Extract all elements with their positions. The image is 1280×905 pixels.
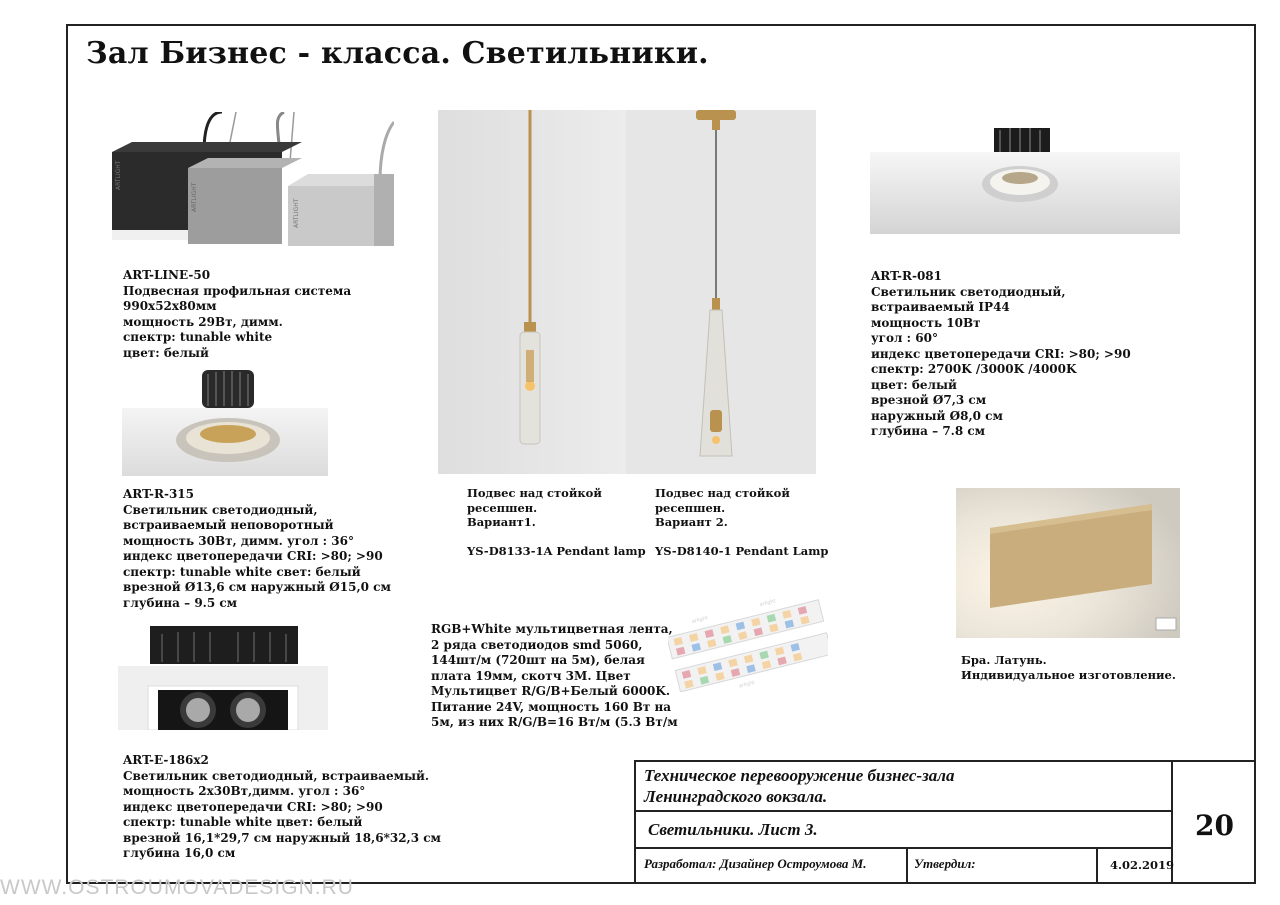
art-e-186x2-description: ART-E-186x2 Светильник светодиодный, встраиваемый. мощность 2x30Вт,димм. угол : 36° индекс цветопередачи CRI: >80; >90 спектр: tunable white цвет: белый врезной 16,1*29,7 см наружный 18,6*32,3 см глубина 16,0 см	[123, 753, 441, 860]
page-title: Зал Бизнес - класса. Светильники.	[86, 36, 709, 71]
pendant-variant-1-caption: Подвес над стойкой ресепшен. Вариант1. YS-D8133-1A Pendant lamp	[467, 486, 646, 558]
approved-field: Утвердил:	[914, 856, 976, 871]
website-watermark: WWW.OSTROUMOVADESIGN.RU	[0, 876, 354, 899]
arlight-brand-mark-2: arlight	[759, 598, 777, 608]
led-strip-photo	[668, 588, 828, 692]
art-r-081-photo	[870, 124, 1180, 234]
rgb-strip-description: RGB+White мультицветная лента, 2 ряда светодиодов smd 5060, 144шт/м (720шт на 5м), белая плата 19мм, скотч 3M. Цвет Мультицвет R/G/B+Белый 6000K. Питание 24V, мощность 160 Вт на 5м, из них R/G/B=16 Вт/м (5.3 Вт/м	[431, 622, 678, 729]
developer-field: Разработал: Дизайнер Остроумова М.	[644, 856, 867, 871]
wall-sconce-photo	[956, 488, 1180, 638]
date-field: 4.02.2019	[1110, 858, 1175, 872]
artlight-brand-mark-1: ARTLIGHT	[115, 160, 122, 190]
sheet-number: 20	[1195, 809, 1234, 842]
art-r-081-description: ART-R-081 Светильник светодиодный, встраиваемый IP44 мощность 10Вт угол : 60° индекс цветопередачи CRI: >80; >90 спектр: 2700K /3000K /4000K цвет: белый врезной Ø7,3 см наружный Ø8,0 см глубина – 7.8 см	[871, 269, 1131, 438]
project-title-line-1: Техническое перевооружение бизнес-зала	[644, 766, 955, 785]
wall-sconce-caption: Бра. Латунь. Индивидуальное изготовление.	[961, 653, 1176, 682]
project-title-line-2: Ленинградского вокзала.	[644, 787, 828, 806]
sheet-title: Светильники. Лист 3.	[648, 820, 818, 839]
title-block	[634, 760, 1256, 884]
art-line-50-description: ART-LINE-50 Подвесная профильная система 990x52x80мм мощность 29Вт, димм. спектр: tunable white цвет: белый	[123, 268, 352, 360]
art-e-186x2-photo	[118, 626, 328, 730]
artlight-brand-mark-3: ARTLIGHT	[293, 198, 300, 228]
arlight-brand-mark-1: arlight	[691, 615, 709, 625]
art-r-315-photo	[122, 368, 328, 476]
art-line-50-photo	[112, 112, 394, 246]
pendant-variant-2-caption: Подвес над стойкой ресепшен. Вариант 2. YS-D8140-1 Pendant Lamp	[655, 486, 829, 558]
art-r-315-description: ART-R-315 Светильник светодиодный, встраиваемый неповоротный мощность 30Вт, димм. угол : 36° индекс цветопередачи CRI: >80; >90 спектр: tunable white свет: белый врезной Ø13,6 см наружный Ø15,0 см глубина – 9.5 см	[123, 487, 391, 610]
arlight-brand-mark-3: arlight	[738, 679, 756, 690]
pendant-variant-1-photo	[438, 110, 626, 474]
pendant-variant-2-photo	[626, 110, 816, 474]
artlight-brand-mark-2: ARTLIGHT	[191, 182, 198, 212]
